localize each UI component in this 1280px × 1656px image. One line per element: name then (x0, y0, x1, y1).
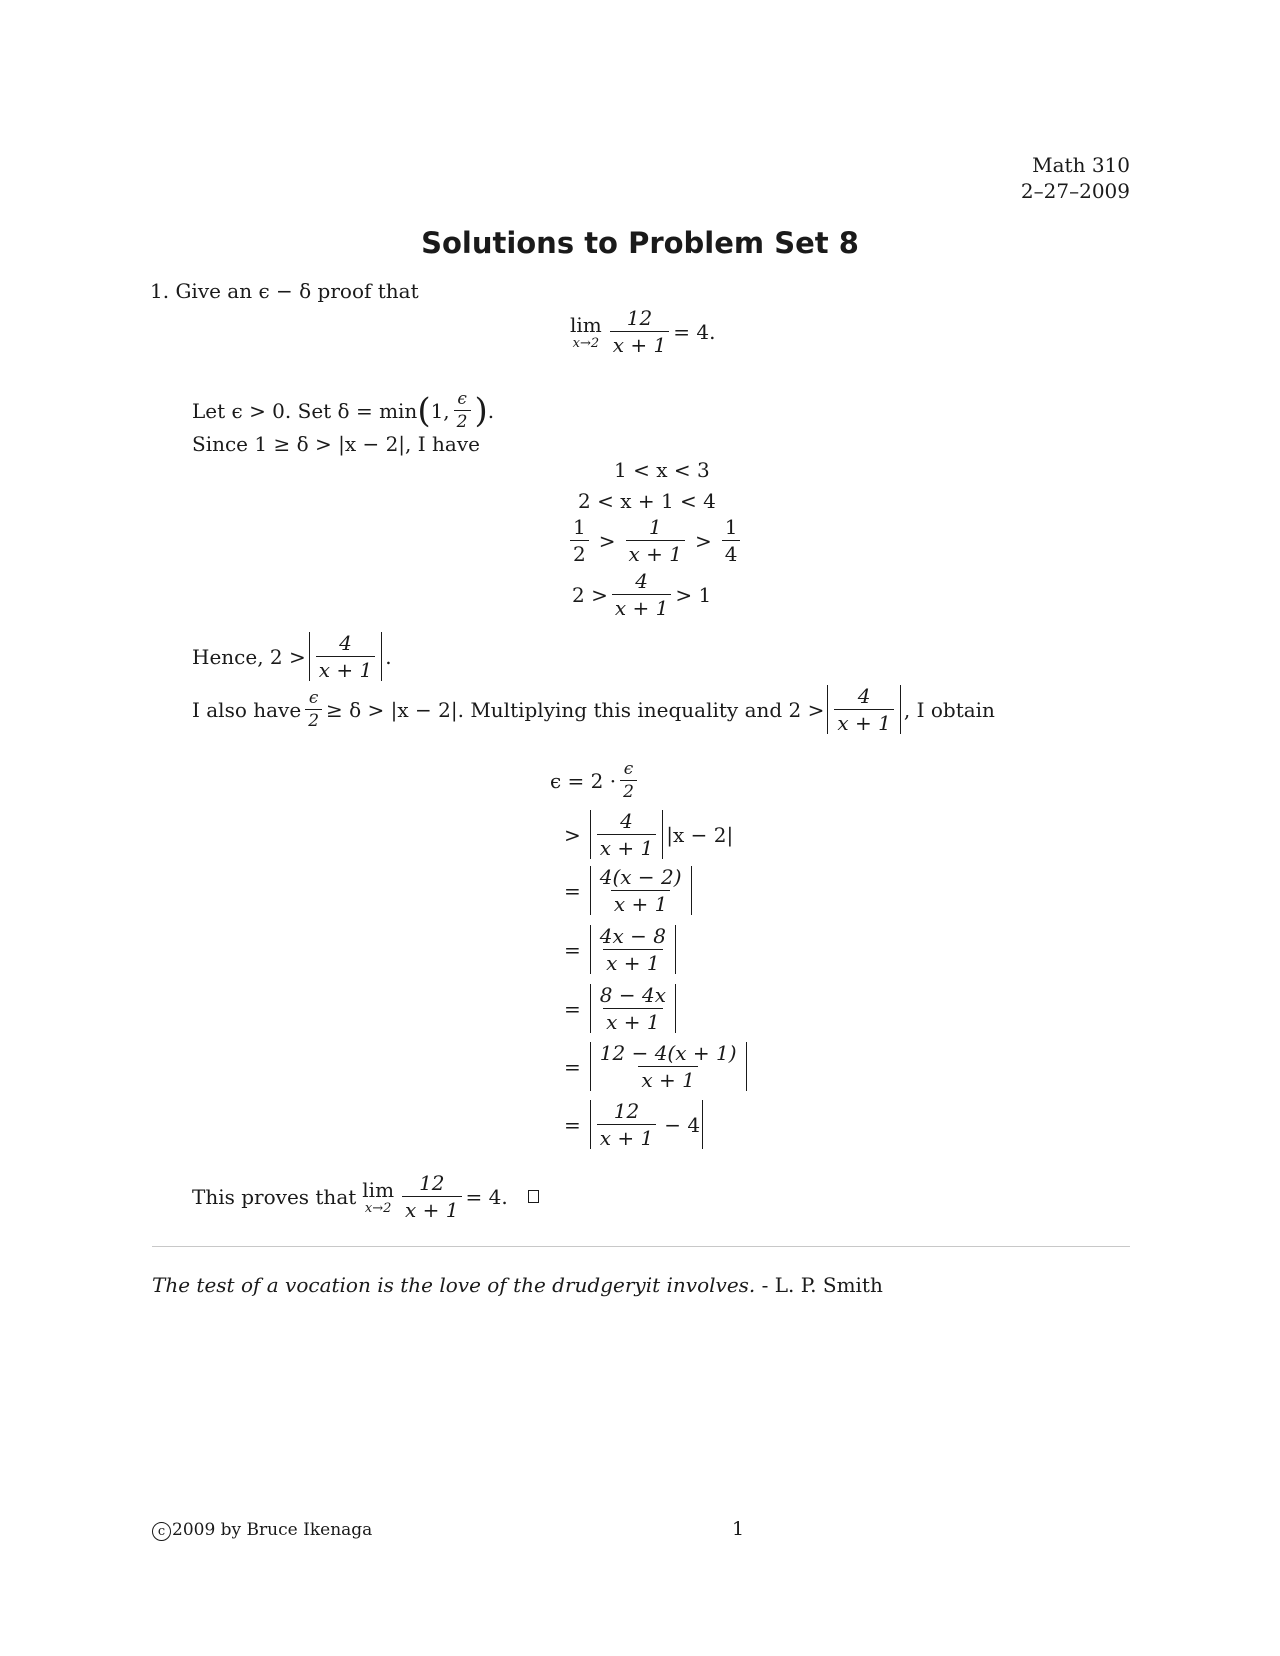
numerator: 12 − 4(x + 1) (599, 1041, 737, 1065)
denominator: x + 1 (402, 1196, 461, 1221)
denominator: x + 1 (612, 594, 671, 619)
fraction (305, 689, 322, 730)
also-text: I also have (192, 697, 302, 722)
limit-operator (362, 1178, 394, 1215)
absolute-value (590, 925, 676, 974)
numerator: 8 − 4x (599, 983, 666, 1007)
derivation-line-2 (564, 810, 733, 859)
fraction (597, 925, 669, 974)
gt-sign: > (694, 528, 712, 553)
since-line: Since 1 ≥ δ > |x − 2|, I have (192, 432, 480, 456)
denominator: 2 (620, 780, 637, 801)
horizontal-rule (152, 1246, 1130, 1247)
absolute-value (590, 1100, 703, 1149)
numerator: ϵ (457, 389, 467, 409)
denominator: x + 1 (597, 834, 656, 859)
denominator: 2 (305, 709, 322, 730)
obtain-text: , I obtain (903, 697, 995, 722)
limit-statement (570, 307, 715, 356)
page-title: Solutions to Problem Set 8 (421, 226, 859, 260)
absolute-value (590, 1042, 747, 1091)
relation: > (564, 822, 581, 847)
absolute-value (827, 685, 900, 734)
derivation-line-1 (550, 760, 641, 801)
lim-text: lim (570, 313, 602, 337)
derivation-line-4 (564, 925, 679, 974)
numerator: 4 (635, 569, 648, 593)
relation: = (564, 996, 581, 1021)
also-line (192, 685, 995, 734)
let-line (192, 390, 494, 431)
fraction (597, 810, 656, 859)
denominator: x + 1 (603, 949, 662, 974)
fraction (402, 1172, 461, 1221)
fraction (597, 1100, 656, 1149)
right-paren: ) (474, 390, 488, 431)
denominator: x + 1 (626, 540, 685, 565)
copyright (152, 1520, 372, 1541)
fraction (597, 984, 669, 1033)
absolute-value (590, 984, 676, 1033)
numerator: 4(x − 2) (599, 865, 682, 889)
denominator: 4 (722, 540, 741, 565)
fraction (597, 866, 685, 915)
qed-box-icon (528, 1190, 539, 1203)
absolute-value (590, 810, 663, 859)
course-info (1021, 152, 1130, 204)
minus-term: − 4 (664, 1112, 701, 1137)
denominator: x + 1 (316, 656, 375, 681)
left-paren: ( (417, 390, 431, 431)
course-date: 2–27–2009 (1020, 179, 1130, 203)
numerator: 1 (573, 515, 586, 539)
fraction (612, 570, 671, 619)
numerator: 1 (648, 515, 662, 539)
denominator: x + 1 (834, 709, 893, 734)
relation: = (564, 878, 581, 903)
fraction (316, 632, 375, 681)
numerator: 12 (613, 1099, 640, 1123)
numerator: ϵ (308, 688, 319, 708)
course-name: Math 310 (1032, 153, 1130, 177)
absolute-value (590, 866, 692, 915)
lim-subscript: x→2 (572, 336, 600, 351)
copyright-text: 2009 by Bruce Ikenaga (172, 1520, 373, 1540)
derivation-line-6 (564, 1042, 750, 1091)
lhs: ϵ = 2 · (550, 768, 617, 793)
numerator: 4 (620, 809, 633, 833)
limit-operator (570, 313, 602, 350)
period: . (487, 398, 495, 423)
copyright-icon: c (152, 1522, 171, 1541)
numerator: 1 (724, 515, 738, 539)
denominator: 2 (570, 540, 589, 565)
conclusion-line (192, 1172, 539, 1221)
rhs: > 1 (675, 582, 712, 607)
chain-line-4 (572, 570, 711, 619)
period: . (385, 644, 392, 669)
quote (152, 1273, 883, 1297)
fraction (620, 760, 637, 801)
numerator: 4x − 8 (599, 924, 666, 948)
min-arg: 1, (430, 398, 450, 423)
inequality-text: ≥ δ > |x − 2|. Multiplying this inequality and 2 > (326, 697, 825, 722)
fraction (597, 1042, 740, 1091)
fraction (626, 516, 685, 565)
derivation-line-5 (564, 984, 679, 1033)
limit-value: = 4. (673, 319, 716, 344)
fraction (610, 307, 669, 356)
denominator: x + 1 (603, 1008, 662, 1033)
numerator: 12 (419, 1171, 445, 1195)
relation: = (564, 1112, 581, 1137)
numerator: 4 (857, 684, 871, 708)
numerator: 12 (626, 306, 653, 330)
denominator: x + 1 (610, 331, 669, 356)
fraction (570, 516, 589, 565)
limit-value: = 4. (465, 1184, 508, 1209)
numerator: ϵ (623, 759, 634, 779)
chain-line-3 (566, 516, 744, 565)
chain-line-2: 2 < x + 1 < 4 (578, 489, 716, 513)
page-number: 1 (732, 1518, 745, 1540)
chain-line-1: 1 < x < 3 (614, 458, 710, 482)
numerator: 4 (339, 631, 352, 655)
trailing-term: |x − 2| (666, 822, 734, 847)
denominator: 2 (454, 410, 471, 431)
relation: = (564, 1054, 581, 1079)
problem-label: 1. Give an ϵ − δ proof that (150, 279, 419, 303)
quote-text: The test of a vocation is the love of the drudgeryit involves. (152, 1273, 756, 1297)
hence-line (192, 632, 392, 681)
lim-subscript: x→2 (364, 1201, 392, 1216)
denominator: x + 1 (597, 1124, 656, 1149)
gt-sign: > (598, 528, 616, 553)
derivation-line-3 (564, 866, 695, 915)
fraction (834, 685, 893, 734)
derivation-line-7 (564, 1100, 706, 1149)
let-text: Let ϵ > 0. Set δ = min (192, 398, 418, 423)
lhs: 2 > (572, 582, 608, 607)
denominator: x + 1 (638, 1066, 697, 1091)
fraction (454, 390, 471, 431)
conclusion-text: This proves that (192, 1184, 357, 1209)
absolute-value (309, 632, 382, 681)
relation: = (564, 937, 581, 962)
denominator: x + 1 (611, 890, 670, 915)
quote-author: - L. P. Smith (761, 1273, 883, 1297)
hence-text: Hence, 2 > (192, 644, 306, 669)
lim-text: lim (362, 1178, 395, 1202)
fraction (722, 516, 741, 565)
